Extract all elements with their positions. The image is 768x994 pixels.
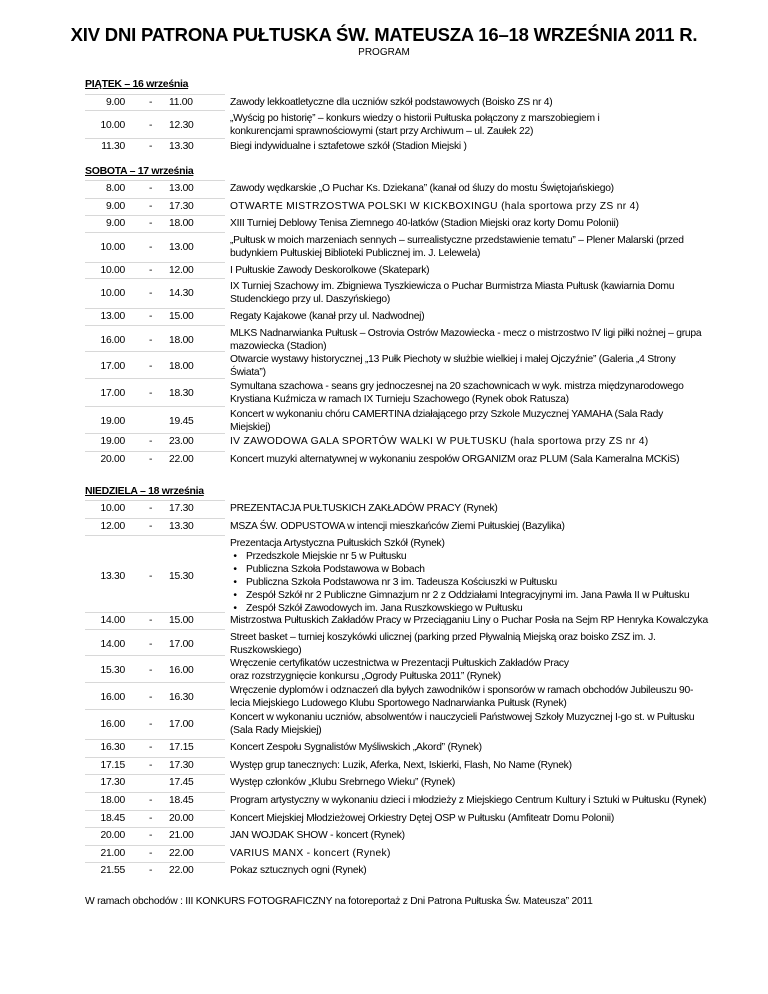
time-end: 21.00 — [169, 830, 194, 841]
time-separator: - — [149, 287, 153, 299]
event-description — [230, 520, 710, 533]
event-description — [230, 829, 710, 842]
time-row-rule — [85, 110, 225, 111]
description-line: Miejskiej) — [230, 422, 271, 433]
description-line: Wręczenie certyfikatów uczestnictwa w Prezentacji Pułtuskich Zakładów Pracy — [230, 658, 569, 669]
time-start: 17.00 — [100, 360, 125, 372]
time-start: 14.00 — [100, 638, 125, 650]
time-start: 17.30 — [100, 777, 125, 788]
time-start: 9.00 — [105, 201, 125, 212]
time-end: 17.00 — [169, 638, 194, 650]
description-line: Pokaz sztucznych ogni (Rynek) — [230, 865, 367, 876]
event-description — [230, 327, 710, 353]
school-list — [230, 550, 710, 615]
time-end: 15.00 — [169, 311, 194, 322]
time-row-rule — [85, 262, 225, 263]
description-line: lecia Miejskiego Ludowego Klubu Sportowego Nadnarwianka Pułtusk (Rynek) — [230, 698, 567, 709]
time-start: 10.00 — [100, 265, 125, 276]
time-separator: - — [149, 718, 153, 730]
time-start: 8.00 — [105, 183, 125, 194]
time-start: 10.00 — [100, 287, 125, 299]
time-separator: - — [149, 691, 153, 703]
time-row-rule — [85, 308, 225, 309]
time-start: 16.00 — [100, 334, 125, 346]
event-description — [230, 234, 710, 260]
time-separator: - — [149, 360, 153, 372]
time-row-rule — [85, 774, 225, 775]
description-line: Występ członków „Klubu Srebrnego Wieku” (Rynek) — [230, 777, 456, 788]
time-separator: - — [149, 218, 153, 229]
description-line: (Sala Rady Miejskiej) — [230, 725, 322, 736]
time-start: 12.00 — [100, 521, 125, 532]
time-row-rule — [85, 278, 225, 279]
time-separator: - — [149, 848, 153, 859]
footer-note: W ramach obchodów : III KONKURS FOTOGRAFICZNY na fotoreportaż z Dni Patrona Pułtuska Św. Mateusza” 2011 — [85, 896, 593, 907]
time-separator: - — [149, 638, 153, 650]
event-description — [230, 96, 710, 109]
school-list-item: • Publiczna Szkoła Podstawowa w Bobach — [246, 563, 710, 576]
time-end: 18.00 — [169, 334, 194, 346]
description-line: oraz rozstrzygnięcie konkursu „Ogrody Pułtuska 2011” (Rynek) — [230, 671, 501, 682]
time-row-rule — [85, 862, 225, 863]
time-row-rule — [85, 739, 225, 740]
time-row-rule — [85, 629, 225, 630]
time-separator: - — [149, 454, 153, 465]
event-description — [230, 435, 710, 448]
description-line: XIII Turniej Deblowy Tenisa Ziemnego 40-latków (Stadion Miejski oraz korty Domu Polonii) — [230, 218, 619, 229]
description-line: VARIUS MANX - koncert (Rynek) — [230, 848, 391, 859]
time-row-rule — [85, 451, 225, 452]
time-start: 21.55 — [100, 865, 125, 876]
time-start: 21.00 — [100, 848, 125, 859]
time-row-rule — [85, 180, 225, 181]
event-description — [230, 217, 710, 230]
description-line: Koncert w wykonaniu uczniów, absolwentów i nauczycieli Państwowej Szkoły Muzycznej I-go st. w Pułtusku — [230, 712, 695, 723]
description-line: Studenckiego przy ul. Daszyńskiego) — [230, 294, 391, 305]
time-start: 20.00 — [100, 454, 125, 465]
time-separator: - — [149, 521, 153, 532]
time-start: 19.00 — [100, 415, 125, 427]
event-description — [230, 200, 710, 213]
event-description — [230, 657, 710, 683]
time-separator: - — [149, 311, 153, 322]
time-separator: - — [149, 387, 153, 399]
time-row-rule — [85, 757, 225, 758]
time-start: 9.00 — [105, 97, 125, 108]
time-separator: - — [149, 795, 153, 806]
time-row-rule — [85, 232, 225, 233]
time-separator: - — [149, 865, 153, 876]
time-start: 16.00 — [100, 691, 125, 703]
time-end: 22.00 — [169, 865, 194, 876]
time-row-rule — [85, 810, 225, 811]
time-separator: - — [149, 436, 153, 447]
time-separator: - — [149, 201, 153, 212]
description-line: Występ grup tanecznych: Luzik, Aferka, Next, Iskierki, Flash, No Name (Rynek) — [230, 760, 572, 771]
event-description — [230, 847, 710, 860]
event-description — [230, 280, 710, 306]
time-separator: - — [149, 334, 153, 346]
time-row-rule — [85, 792, 225, 793]
time-row-rule — [85, 378, 225, 379]
time-end: 17.00 — [169, 718, 194, 730]
time-start: 17.00 — [100, 387, 125, 399]
time-start: 19.00 — [100, 436, 125, 447]
time-separator: - — [149, 241, 153, 253]
description-line: Świata”) — [230, 367, 266, 378]
time-end: 16.00 — [169, 664, 194, 676]
time-end: 16.30 — [169, 691, 194, 703]
school-list-item: • Publiczna Szkoła Podstawowa nr 3 im. Tadeusza Kościuszki w Pułtusku — [246, 576, 710, 589]
time-row-rule — [85, 94, 225, 95]
time-end: 13.30 — [169, 521, 194, 532]
description-line: PREZENTACJA PUŁTUSKICH ZAKŁADÓW PRACY (Rynek) — [230, 503, 498, 514]
time-row-rule — [85, 198, 225, 199]
time-start: 10.00 — [100, 119, 125, 131]
event-description — [230, 453, 710, 466]
event-description — [230, 794, 710, 807]
event-description — [230, 614, 710, 627]
description-line: MSZA ŚW. ODPUSTOWA w intencji mieszkańców Ziemi Pułtuskiej (Bazylika) — [230, 521, 565, 532]
event-description — [230, 537, 710, 615]
time-start: 9.00 — [105, 218, 125, 229]
time-separator: - — [149, 813, 153, 824]
event-description — [230, 310, 710, 323]
time-row-rule — [85, 655, 225, 656]
page-title: XIV DNI PATRONA PUŁTUSKA ŚW. MATEUSZA 16–18 WRZEŚNIA 2011 R. — [70, 24, 698, 45]
time-row-rule — [85, 351, 225, 352]
time-end: 17.30 — [169, 503, 194, 514]
time-end: 11.00 — [169, 97, 193, 108]
time-row-rule — [85, 709, 225, 710]
event-description — [230, 684, 710, 710]
time-separator: - — [149, 760, 153, 771]
event-description — [230, 741, 710, 754]
description-line: budynkiem Pułtuskiej Biblioteki Publicznej im. J. Lelewela) — [230, 248, 481, 259]
time-start: 15.30 — [100, 664, 125, 676]
time-row-rule — [85, 500, 225, 501]
event-description — [230, 711, 710, 737]
description-line: Regaty Kajakowe (kanał przy ul. Nadwodnej) — [230, 311, 425, 322]
page-subtitle: PROGRAM — [358, 47, 410, 58]
description-line: OTWARTE MISTRZOSTWA POLSKI W KICKBOXINGU (hala sportowa przy ZS nr 4) — [230, 201, 640, 212]
description-line: IV ZAWODOWA GALA SPORTÓW WALKI W PUŁTUSKU (hala sportowa przy ZS nr 4) — [230, 436, 649, 447]
description-line: IX Turniej Szachowy im. Zbigniewa Tyszkiewicza o Puchar Burmistrza Miasta Pułtusk (kawiarnia Domu — [230, 281, 675, 292]
description-line: Zawody wędkarskie „O Puchar Ks. Dziekana” (kanał od śluzy do mostu Świętojańskiego) — [230, 183, 614, 194]
time-end: 22.00 — [169, 454, 194, 465]
description-line: I Pułtuskie Zawody Deskorolkowe (Skatepark) — [230, 265, 430, 276]
event-description — [230, 112, 710, 138]
time-end: 18.30 — [169, 387, 194, 399]
time-end: 18.45 — [169, 795, 194, 806]
event-description — [230, 759, 710, 772]
time-start: 10.00 — [100, 241, 125, 253]
time-start: 10.00 — [100, 503, 125, 514]
time-row-rule — [85, 325, 225, 326]
time-separator: - — [149, 97, 153, 108]
description-line: Street basket – turniej koszykówki ulicznej (parking przed Pływalnią Miejską oraz boisko ZSZ im. J. — [230, 632, 656, 643]
description-line: Koncert w wykonaniu chóru CAMERTINA działającego przy Szkole Muzycznej YAMAHA (Sala Rady — [230, 409, 663, 420]
day-heading: SOBOTA – 17 września — [85, 165, 194, 177]
event-description — [230, 380, 710, 406]
time-end: 13.00 — [169, 241, 194, 253]
time-row-rule — [85, 138, 225, 139]
time-end: 18.00 — [169, 360, 194, 372]
school-list-item: • Zespół Szkół nr 2 Publiczne Gimnazjum nr 2 z Oddziałami Integracyjnymi im. Jana Pawła II w Pułtusku — [246, 589, 710, 602]
description-line: MLKS Nadnarwianka Pułtusk – Ostrovia Ostrów Mazowiecka - mecz o mistrzostwo IV ligi piłki nożnej – grupa — [230, 328, 702, 339]
time-end: 22.00 — [169, 848, 194, 859]
time-end: 14.30 — [169, 287, 194, 299]
time-separator: - — [149, 830, 153, 841]
description-line: Mistrzostwa Pułtuskich Zakładów Pracy w Przeciąganiu Liny o Puchar Posła na Sejm RP Henryka Kowalczyka — [230, 615, 708, 626]
school-list-item: • Przedszkole Miejskie nr 5 w Pułtusku — [246, 550, 710, 563]
description-line: Prezentacja Artystyczna Pułtuskich Szkół (Rynek) — [230, 538, 445, 549]
day-heading: PIĄTEK – 16 września — [85, 78, 189, 90]
time-end: 13.00 — [169, 183, 194, 194]
time-start: 20.00 — [100, 830, 125, 841]
time-end: 15.30 — [169, 570, 194, 582]
description-line: „Wyścig po historię” – konkurs wiedzy o historii Pułtuska połączony z marszobiegiem i — [230, 113, 600, 124]
time-end: 18.00 — [169, 218, 194, 229]
time-row-rule — [85, 406, 225, 407]
description-line: JAN WOJDAK SHOW - koncert (Rynek) — [230, 830, 405, 841]
description-line: Wręczenie dyplomów i odznaczeń dla byłych zawodników i sponsorów w ramach obchodów Jubileuszu 90- — [230, 685, 694, 696]
description-line: Krystiana Kuźmicza w ramach IX Turnieju Szachowego (Rynek obok Ratusza) — [230, 394, 569, 405]
day-heading: NIEDZIELA – 18 września — [85, 485, 204, 497]
time-row-rule — [85, 845, 225, 846]
time-start: 14.00 — [100, 615, 125, 626]
time-start: 16.30 — [100, 742, 125, 753]
time-end: 13.30 — [169, 141, 194, 152]
time-row-rule — [85, 612, 225, 613]
time-end: 17.45 — [169, 777, 194, 788]
description-line: Koncert Miejskiej Młodzieżowej Orkiestry Dętej OSP w Pułtusku (Amfiteatr Domu Polonii) — [230, 813, 615, 824]
description-line: Otwarcie wystawy historycznej „13 Pułk Piechoty w służbie wielkiej i małej Ojczyźnie” (Galeria „4 Strony — [230, 354, 676, 365]
school-list-item: • Zespół Szkół Zawodowych im. Jana Ruszkowskiego w Pułtusku — [246, 602, 710, 615]
time-start: 18.45 — [100, 813, 125, 824]
description-line: Ruszkowskiego) — [230, 645, 302, 656]
time-end: 17.30 — [169, 201, 194, 212]
time-separator: - — [149, 119, 153, 131]
description-line: Koncert Zespołu Sygnalistów Myśliwskich „Akord” (Rynek) — [230, 742, 482, 753]
event-description — [230, 812, 710, 825]
event-description — [230, 502, 710, 515]
time-start: 16.00 — [100, 718, 125, 730]
time-end: 15.00 — [169, 615, 194, 626]
time-start: 18.00 — [100, 795, 125, 806]
time-separator: - — [149, 265, 153, 276]
time-row-rule — [85, 433, 225, 434]
description-line: „Pułtusk w moich marzeniach sennych – surrealistyczne przedstawienie tematu” – Plener Malarski (przed — [230, 235, 684, 246]
time-row-rule — [85, 518, 225, 519]
event-description — [230, 776, 710, 789]
time-end: 23.00 — [169, 436, 194, 447]
description-line: mazowiecka (Stadion) — [230, 341, 327, 352]
time-row-rule — [85, 682, 225, 683]
time-separator: - — [149, 503, 153, 514]
time-end: 20.00 — [169, 813, 194, 824]
time-row-rule — [85, 535, 225, 536]
event-description — [230, 264, 710, 277]
time-row-rule — [85, 215, 225, 216]
time-separator: - — [149, 183, 153, 194]
time-end: 19.45 — [169, 415, 194, 427]
time-separator: - — [149, 664, 153, 676]
time-separator: - — [149, 570, 153, 582]
time-separator: - — [149, 615, 153, 626]
time-end: 17.30 — [169, 760, 194, 771]
time-start: 13.30 — [100, 570, 125, 582]
time-end: 17.15 — [169, 742, 194, 753]
time-row-rule — [85, 827, 225, 828]
time-separator: - — [149, 742, 153, 753]
event-description — [230, 408, 710, 434]
time-end: 12.00 — [169, 265, 194, 276]
time-start: 17.15 — [100, 760, 125, 771]
description-line: Symultana szachowa - seans gry jednoczesnej na 20 szachownicach w wyk. mistrza międzynarodowego — [230, 381, 684, 392]
event-description — [230, 631, 710, 657]
time-start: 13.00 — [100, 311, 125, 322]
time-end: 12.30 — [169, 119, 194, 131]
description-line: Koncert muzyki alternatywnej w wykonaniu zespołów ORGANIZM oraz PLUM (Sala Kameralna MCKiS) — [230, 454, 680, 465]
time-separator: - — [149, 141, 153, 152]
event-description — [230, 182, 710, 195]
event-description — [230, 864, 710, 877]
event-description — [230, 140, 710, 153]
description-line: Biegi indywidualne i sztafetowe szkół (Stadion Miejski ) — [230, 141, 467, 152]
description-line: Program artystyczny w wykonaniu dzieci i młodzieży z Miejskiego Centrum Kultury i Sztuki w Pułtusku (Rynek) — [230, 795, 707, 806]
description-line: konkurencjami sprawnościowymi (start przy Archiwum – ul. Zaułek 22) — [230, 126, 534, 137]
description-line: Zawody lekkoatletyczne dla uczniów szkół podstawowych (Boisko ZS nr 4) — [230, 97, 553, 108]
event-description — [230, 353, 710, 379]
time-start: 11.30 — [101, 141, 125, 152]
